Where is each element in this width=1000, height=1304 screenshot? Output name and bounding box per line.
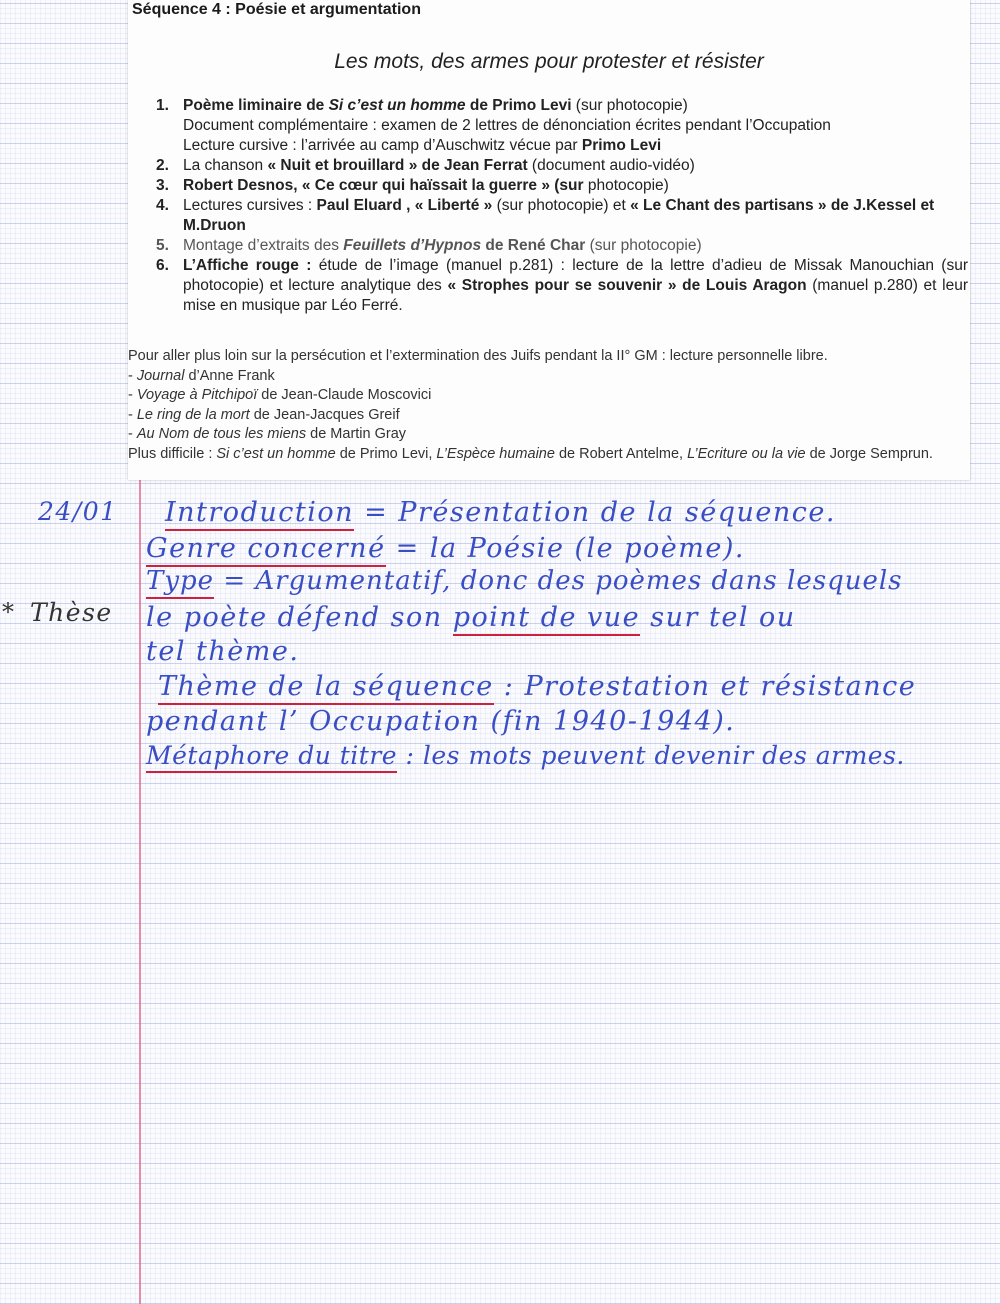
item-text: Montage d’extraits des — [183, 237, 344, 254]
item-text-bold: de René Char — [481, 237, 586, 254]
item-text-bold: Jean Ferrat — [444, 157, 528, 174]
item-text: (sur photocopie) et — [492, 197, 631, 214]
note-underlined: Thème de la séquence — [158, 671, 494, 705]
item-title-italic: Feuillets d’Hypnos — [343, 237, 482, 254]
book-title: Journal — [136, 367, 185, 384]
list-item — [156, 176, 968, 196]
item-text: (sur photocopie) — [585, 237, 702, 254]
item-text-bold: « Nuit et brouillard » — [267, 157, 418, 174]
note-underlined: point de vue — [453, 602, 640, 636]
book-item — [128, 386, 963, 406]
book-title: L’Ecriture ou la vie — [687, 445, 806, 462]
item-text-bold: « Strophes pour se souvenir » de Louis Aragon — [447, 277, 807, 294]
book-item — [128, 367, 963, 387]
note-line — [146, 741, 905, 770]
book-title: Si c’est un homme — [216, 445, 336, 462]
note-text: le poète défend son — [146, 602, 453, 633]
main-title: Les mots, des armes pour protester et résister — [334, 50, 764, 73]
further-intro: Pour aller plus loin sur la persécution et l’extermination des Juifs pendant la II° GM : lecture personnelle libre. — [128, 348, 828, 364]
item-text-bold: Paul Eluard , « Liberté » — [316, 197, 493, 214]
book-prefix: - — [128, 387, 137, 403]
note-date: 24/01 — [38, 497, 118, 526]
notebook-margin-line — [139, 480, 141, 1304]
further-reading — [128, 347, 963, 464]
item-line: Document complémentaire : examen de 2 lettres de dénonciation écrites pendant l’Occupation — [183, 117, 831, 134]
difficult-reading — [128, 445, 963, 465]
book-author: d’Anne Frank — [184, 367, 275, 384]
item-number: 4. — [156, 197, 169, 214]
book-title: Le ring de la mort — [136, 406, 250, 423]
note-line: tel thème. — [146, 636, 300, 667]
note-line — [165, 497, 836, 528]
book-title: Au Nom de tous les miens — [136, 426, 307, 442]
sequence-title: Séquence 4 : Poésie et argumentation — [132, 1, 421, 18]
item-text: La chanson — [183, 157, 268, 174]
book-author: de Primo Levi, — [335, 445, 437, 462]
item-text-bold: « Le Chant des partisans » de J.Kessel et M.Druon — [183, 197, 935, 234]
item-line — [183, 136, 968, 156]
book-title: Voyage à Pitchipoï — [136, 387, 258, 403]
item-text: (manuel p.280) et leur mise en musique par Léo Ferré. — [183, 277, 968, 314]
note-line — [158, 671, 916, 702]
note-line — [146, 566, 903, 596]
book-title: L’Espèce humaine — [436, 445, 555, 462]
note-line — [146, 602, 796, 633]
item-text-bold: de Primo Levi — [465, 97, 572, 114]
note-line — [146, 533, 745, 564]
note-underlined: Introduction — [165, 497, 354, 531]
item-text: (document audio-vidéo) — [527, 157, 695, 174]
note-text: = la Poésie (le poème). — [385, 533, 745, 564]
book-item — [128, 406, 963, 426]
note-side-label: Thèse — [30, 598, 113, 627]
note-text: = Argumentatif, donc des poèmes dans lesquels — [214, 566, 903, 596]
list-item — [156, 236, 968, 256]
item-title-italic: Si c’est un homme — [328, 97, 466, 114]
item-number: 2. — [156, 157, 169, 174]
book-author: de Robert Antelme, — [554, 445, 688, 462]
book-author: de Jorge Semprun. — [805, 445, 933, 462]
item-text: Lecture cursive : l’arrivée au camp d’Auschwitz vécue par — [183, 137, 582, 154]
book-author: de Martin Gray — [306, 426, 407, 442]
note-underlined: Type — [146, 566, 214, 599]
note-star: * — [2, 598, 16, 626]
item-number: 6. — [156, 257, 169, 274]
book-author: de Jean-Jacques Greif — [249, 406, 400, 423]
note-text: : Protestation et résistance — [493, 671, 917, 702]
note-line: pendant l’ Occupation (fin 1940-1944). — [146, 706, 736, 737]
note-text: sur tel ou — [640, 602, 796, 633]
book-prefix: - — [128, 426, 137, 442]
book-item — [128, 425, 963, 445]
list-item — [156, 256, 968, 316]
item-line — [183, 96, 968, 116]
list-item — [156, 96, 968, 156]
difficult-label: Plus difficile : — [128, 445, 217, 462]
item-text-bold: de — [417, 157, 445, 174]
item-text-bold: Primo Levi — [581, 137, 662, 154]
item-number: 5. — [156, 237, 169, 254]
item-text-bold: Poème liminaire de — [183, 97, 329, 114]
item-number: 3. — [156, 177, 169, 194]
book-author: de Jean-Claude Moscovici — [257, 387, 432, 403]
note-text: : les mots peuvent devenir des armes. — [397, 741, 905, 770]
note-underlined: Métaphore du titre — [146, 741, 397, 773]
reading-list — [156, 96, 968, 316]
item-text-bold: Robert Desnos, « Ce cœur qui haïssait la guerre » (sur — [183, 177, 584, 194]
item-text-bold: L’Affiche rouge : — [183, 257, 312, 274]
item-text: (sur photocopie) — [571, 97, 688, 114]
note-text: = Présentation de la séquence. — [354, 497, 836, 528]
item-text: photocopie) — [583, 177, 669, 194]
book-prefix: - — [128, 406, 137, 423]
book-prefix: - — [128, 367, 137, 384]
item-number: 1. — [156, 97, 169, 114]
list-item — [156, 196, 968, 236]
item-text: étude de l’image (manuel p.281) : lecture de la lettre d’adieu de Missak Manouchian (sur photocopie) et lecture analytique des — [183, 257, 968, 294]
list-item — [156, 156, 968, 176]
note-underlined: Genre concerné — [146, 533, 386, 567]
item-text: Lectures cursives : — [183, 197, 317, 214]
